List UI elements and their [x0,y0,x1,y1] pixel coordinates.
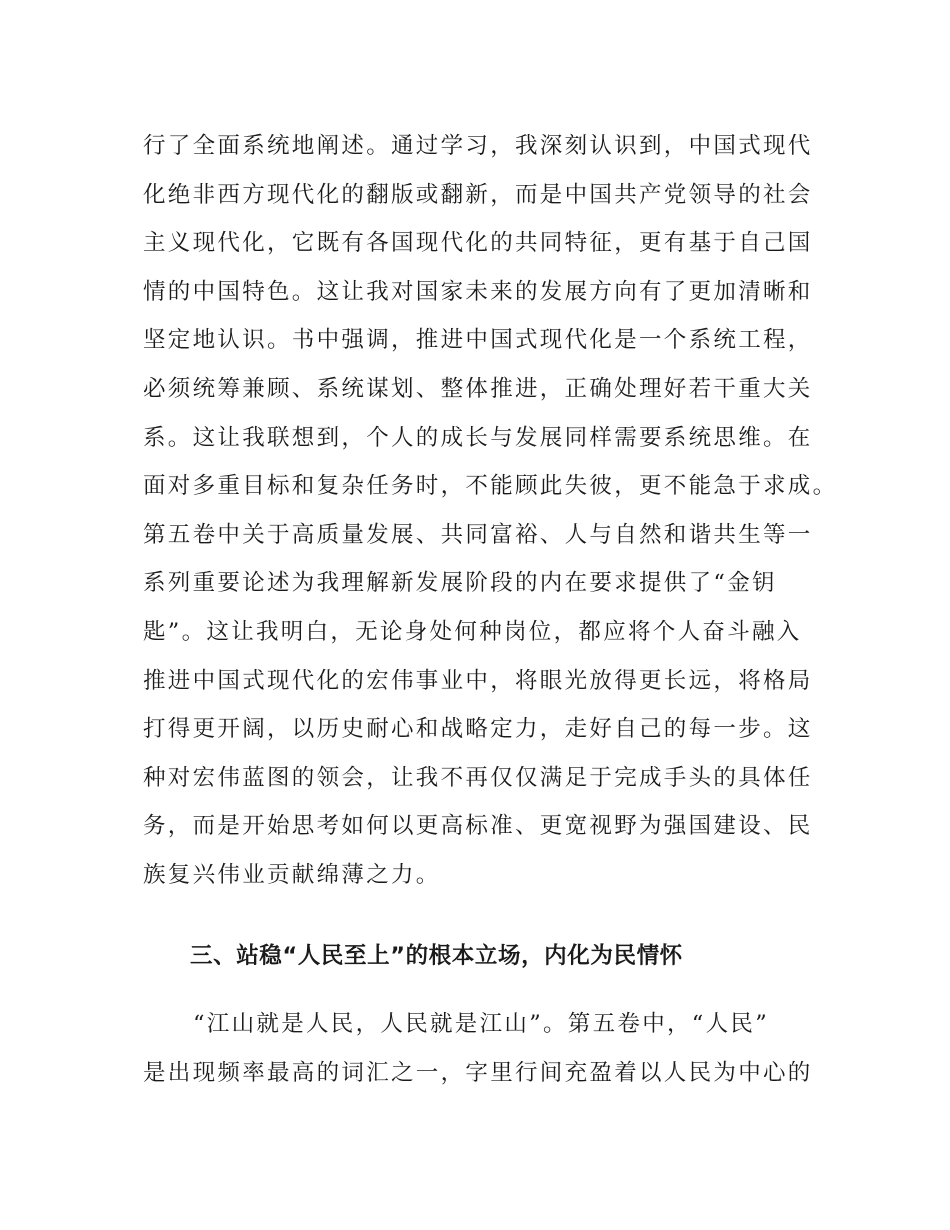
paragraph-line: 坚定地认识。书中强调，推进中国式现代化是一个系统工程， [143,327,813,354]
paragraph-line: 系列重要论述为我理解新发展阶段的内在要求提供了“金钥 [143,570,777,597]
paragraph-line: 情的中国特色。这让我对国家未来的发展方向有了更加清晰和 [143,278,813,305]
paragraph-1 [143,122,838,900]
paragraph-line: 行了全面系统地阐述。通过学习，我深刻认识到，中国式现代 [143,133,813,159]
paragraph-line: 系。这让我联想到，个人的成长与发展同样需要系统思维。在 [143,424,813,451]
paragraph-line: 主义现代化，它既有各国现代化的共同特征，更有基于自己国 [143,230,813,257]
section-heading: 三、站稳“人民至上”的根本立场，内化为民情怀 [190,943,683,969]
paragraph-line: 匙”。这让我明白，无论身处何种岗位，都应将个人奋斗融入 [143,618,802,645]
paragraph-line: 务，而是开始思考如何以更高标准、更宽视野为强国建设、民 [143,813,813,840]
paragraph-line: 打得更开阔，以历史耐心和战略定力，走好自己的每一步。这 [143,716,813,743]
paragraph-line: 必须统筹兼顾、系统谋划、整体推进，正确处理好若干重大关 [143,375,813,402]
paragraph-line: 第五卷中关于高质量发展、共同富裕、人与自然和谐共生等一 [143,521,813,548]
paragraph-line: 推进中国式现代化的宏伟事业中，将眼光放得更长远，将格局 [143,667,813,694]
paragraph-line: 是出现频率最高的词汇之一，字里行间充盈着以人民为中心的 [143,1059,813,1086]
paragraph-line: 族复兴伟业贡献绵薄之力。 [143,861,441,888]
paragraph-line: 种对宏伟蓝图的领会，让我不再仅仅满足于完成手头的具体任 [143,764,813,791]
paragraph-line: 面对多重目标和复杂任务时，不能顾此失彼，更不能急于求成。 [143,473,838,500]
paragraph-line: 化绝非西方现代化的翻版或翻新，而是中国共产党领导的社会 [143,181,813,208]
paragraph-line: “江山就是人民，人民就是江山”。第五卷中，“人民” [193,1011,770,1037]
paragraph-2 [143,1000,823,1097]
